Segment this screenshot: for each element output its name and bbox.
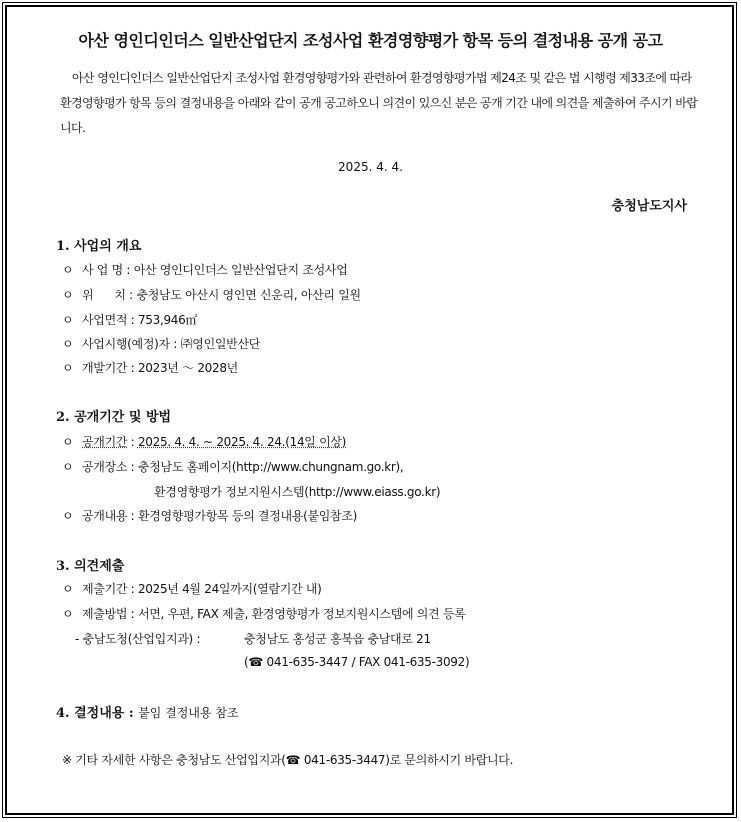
list-item: ㅇ 사업면적 : 753,946㎡ bbox=[62, 313, 198, 327]
item-label: 공개내용 bbox=[82, 509, 128, 523]
bullet: ㅇ bbox=[62, 361, 74, 375]
section-2-heading: 2. 공개기간 및 방법 bbox=[56, 410, 172, 425]
section-4-text: 붙임 결정내용 참조 bbox=[138, 706, 239, 720]
item-value: 아산 영인디인더스 일반산업단지 조성사업 bbox=[133, 263, 348, 277]
list-item: ㅇ 사 업 명 : 아산 영인디인더스 일반산업단지 조성사업 bbox=[62, 263, 348, 277]
item-value: 충청남도 아산시 영인면 신운리, 아산리 일원 bbox=[136, 288, 361, 302]
bullet: ㅇ bbox=[62, 263, 74, 277]
item-label: 개발기간 bbox=[82, 361, 128, 375]
item-label: 사 업 명 bbox=[82, 263, 123, 277]
issuing-authority: 충청남도지사 bbox=[611, 199, 687, 214]
bullet: ㅇ bbox=[62, 509, 74, 523]
bullet: ㅇ bbox=[62, 435, 74, 449]
notice-date: 2025. 4. 4. bbox=[338, 160, 403, 174]
footnote: ※ 기타 자세한 사항은 충청남도 산업입지과(☎ 041-635-3447)로 문의하시기 바랍니다. bbox=[62, 753, 514, 767]
item-label: 위 치 bbox=[82, 288, 126, 302]
list-item: ㅇ 개발기간 : 2023년 ～ 2028년 bbox=[62, 361, 238, 375]
bullet: ㅇ bbox=[62, 337, 74, 351]
list-item: ㅇ 공개내용 : 환경영향평가항목 등의 결정내용(붙임참조) bbox=[62, 509, 358, 523]
item-value: ㈜영인일반산단 bbox=[180, 337, 261, 351]
bullet: ㅇ bbox=[62, 460, 74, 474]
item-label: 공개장소 bbox=[82, 460, 128, 474]
office-label: - 충남도청(산업입지과) : bbox=[75, 632, 201, 646]
section-3-heading: 3. 의견제출 bbox=[56, 559, 125, 574]
item-value: 충청남도 홈페이지(http://www.chungnam.go.kr), bbox=[137, 460, 404, 474]
item-value-continued: 환경영향평가 정보지원시스템(http://www.eiass.go.kr) bbox=[154, 485, 441, 499]
list-item: ㅇ 제출방법 : 서면, 우편, FAX 제출, 환경영향평가 정보지원시스템에 의견 등록 bbox=[62, 607, 466, 621]
list-item: ㅇ 제출기간 : 2025년 4월 24일까지(열람기간 내) bbox=[62, 582, 322, 596]
item-value: 2025. 4. 4. ~ 2025. 4. 24.(14일 이상) bbox=[137, 435, 347, 449]
item-value: 2025년 4월 24일까지(열람기간 내) bbox=[137, 582, 322, 596]
list-item: ㅇ 공개장소 : 충청남도 홈페이지(http://www.chungnam.go.kr), bbox=[62, 460, 404, 474]
item-label: 제출방법 bbox=[82, 607, 128, 621]
office-address: 충청남도 홍성군 홍북읍 충남대로 21 bbox=[244, 632, 431, 646]
intro-paragraph: 아산 영인디인더스 일반산업단지 조성사업 환경영향평가와 관련하여 환경영향평가법 제24조 및 같은 법 시행령 제33조에 따라 환경영향평가 항목 등의 결정내용을 아래와 같이 공개 공고하오니 의견이 있으신 분은 공개 기간 내에 의견을 제출하여 주시기 바랍니다. bbox=[60, 71, 698, 135]
item-label: 사업시행(예정)자 bbox=[82, 337, 170, 351]
item-value: 2023년 ～ 2028년 bbox=[137, 361, 238, 375]
section-4-heading: 4. 결정내용 : bbox=[56, 706, 134, 721]
item-label: 공개기간 bbox=[82, 435, 128, 449]
list-item: ㅇ 위 치 : 충청남도 아산시 영인면 신운리, 아산리 일원 bbox=[62, 288, 361, 302]
section-1-heading: 1. 사업의 개요 bbox=[56, 239, 142, 254]
item-value: 서면, 우편, FAX 제출, 환경영향평가 정보지원시스템에 의견 등록 bbox=[137, 607, 466, 621]
item-value: 753,946㎡ bbox=[137, 313, 198, 327]
item-label: 사업면적 bbox=[82, 313, 128, 327]
office-phone: (☎ 041-635-3447 / FAX 041-635-3092) bbox=[244, 655, 470, 669]
bullet: ㅇ bbox=[62, 313, 74, 327]
notice-title: 아산 영인디인더스 일반산업단지 조성사업 환경영향평가 항목 등의 결정내용 공개 공고 bbox=[78, 31, 663, 50]
section-4 bbox=[56, 702, 239, 721]
bullet: ㅇ bbox=[62, 288, 74, 302]
bullet: ㅇ bbox=[62, 582, 74, 596]
item-label: 제출기간 bbox=[82, 582, 128, 596]
bullet: ㅇ bbox=[62, 607, 74, 621]
item-value: 환경영향평가항목 등의 결정내용(붙임참조) bbox=[137, 509, 358, 523]
list-item: ㅇ 사업시행(예정)자 : ㈜영인일반산단 bbox=[62, 337, 261, 351]
list-item: ㅇ 공개기간 : 2025. 4. 4. ~ 2025. 4. 24.(14일 이상) bbox=[62, 435, 347, 449]
